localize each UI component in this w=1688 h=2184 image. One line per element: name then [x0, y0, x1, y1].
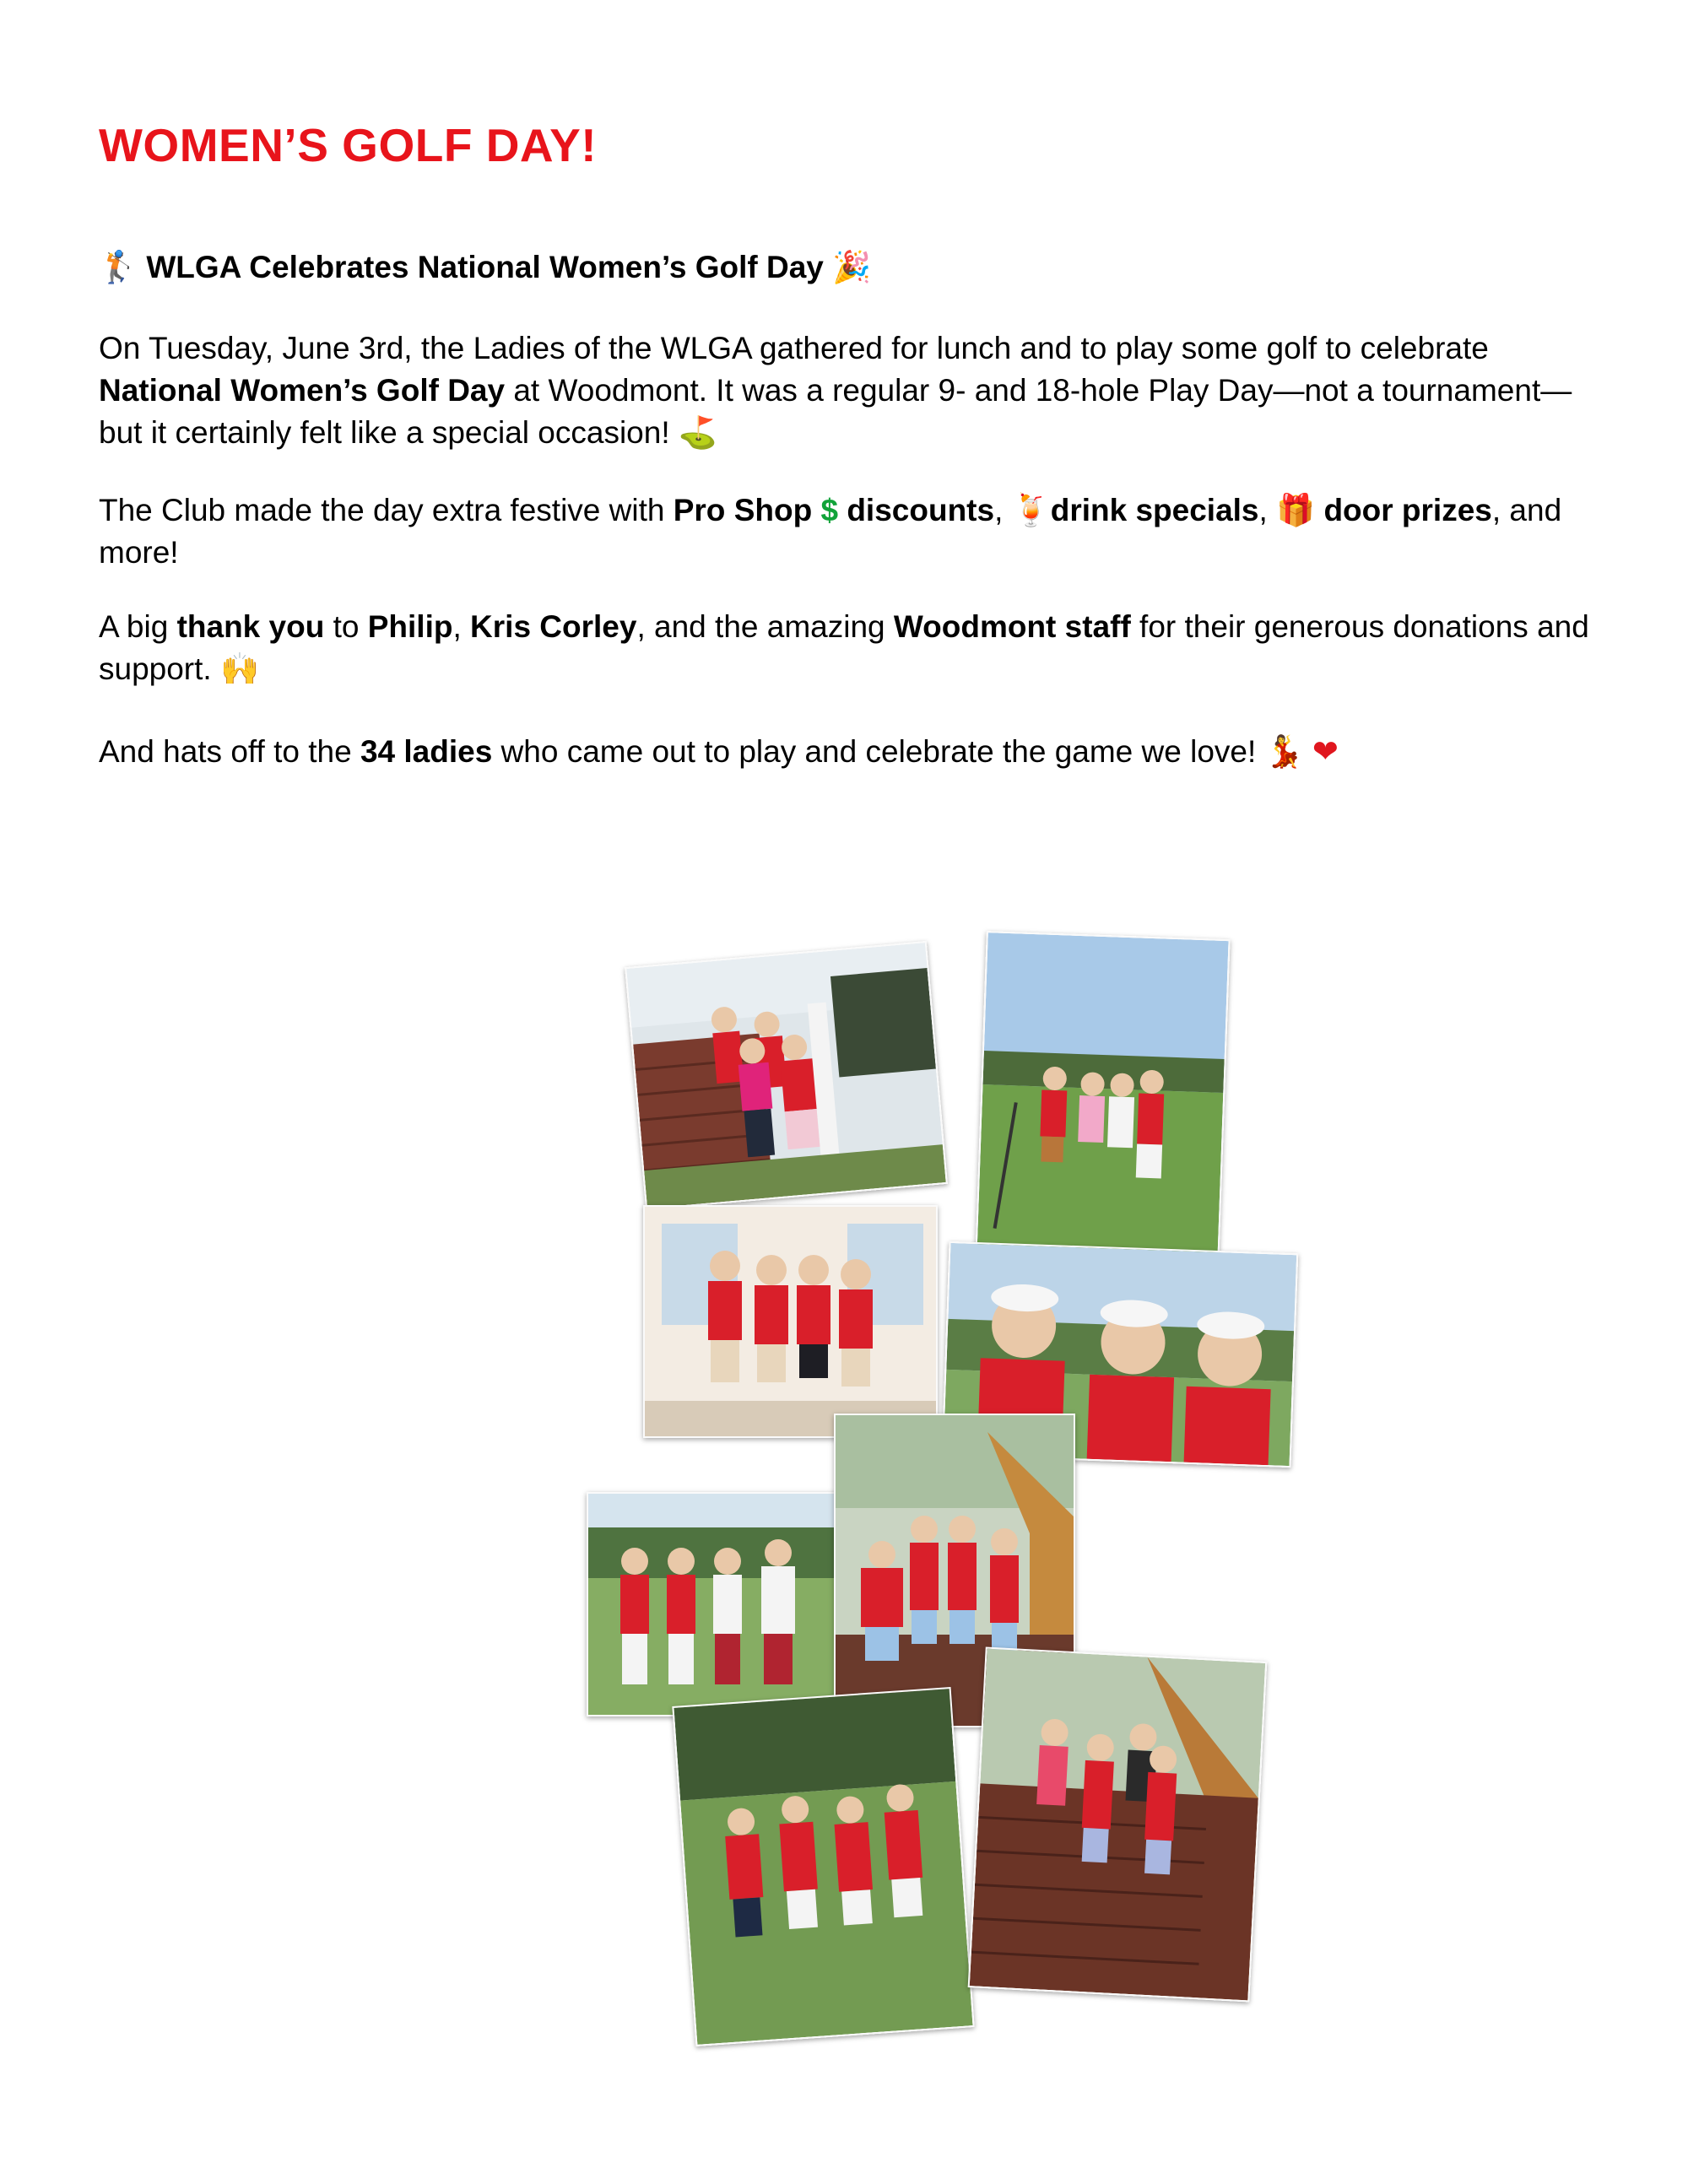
text-run: , and more!	[99, 493, 1562, 570]
text-run: ,	[994, 493, 1012, 527]
bold-run: door prizes	[1323, 493, 1492, 527]
bold-run: discounts	[847, 493, 995, 527]
golfer-icon: 🏌	[99, 249, 138, 285]
bold-run: National Women’s Golf Day	[99, 373, 506, 408]
flag-in-hole-icon: ⛳	[678, 414, 717, 451]
dancer-icon: 💃	[1264, 733, 1304, 770]
text-run: for their generous donations and support.	[99, 609, 1589, 686]
photo-stairs-group	[625, 941, 948, 1210]
photo-red-and-white	[587, 1492, 843, 1716]
bold-run: drink specials	[1050, 493, 1259, 527]
text-run: ,	[1258, 493, 1277, 527]
text-run: ,	[452, 609, 471, 644]
text-run: The Club made the day extra festive with	[99, 493, 674, 527]
photo-green-foursome	[672, 1687, 974, 2046]
bold-run: Pro Shop	[673, 493, 813, 527]
bold-run: 34 ladies	[360, 734, 493, 769]
money-icon: $	[820, 493, 839, 527]
paragraph-thanks	[99, 606, 1601, 690]
page-title: WOMEN’S GOLF DAY!	[99, 119, 598, 171]
photo-window-group	[643, 1205, 938, 1438]
raising-hands-icon: 🙌	[219, 651, 260, 687]
bold-run: thank you	[176, 609, 325, 644]
bold-run: Woodmont staff	[893, 609, 1131, 644]
text-run: And hats off to the	[99, 734, 360, 769]
text-run: A big	[99, 609, 177, 644]
text-run: , and the amazing	[636, 609, 894, 644]
text-run: who came out to play and celebrate the game we love!	[492, 734, 1265, 769]
bold-run: Philip	[367, 609, 453, 644]
text-run: to	[324, 609, 368, 644]
article-heading	[99, 249, 871, 286]
paragraph-closing	[99, 731, 1601, 773]
party-popper-icon: 🎉	[832, 249, 872, 285]
text-run: On Tuesday, June 3rd, the Ladies of the WLGA gathered for lunch and to play some golf to celebrate	[99, 331, 1489, 365]
bold-run: Kris Corley	[470, 609, 637, 644]
drink-icon: 🍹	[1011, 492, 1051, 528]
paragraph-festive	[99, 489, 1601, 574]
photo-course-foursome	[975, 931, 1230, 1266]
text-run: at Woodmont. It was a regular 9- and 18-hole Play Day—not a tournament—but it certainly felt like a special occasion!	[99, 373, 1572, 450]
photo-brick-railing	[968, 1647, 1268, 2003]
gift-icon: 🎁	[1276, 492, 1316, 528]
heart-icon: ❤	[1312, 733, 1339, 770]
heading-text: WLGA Celebrates National Women’s Golf Day	[146, 250, 824, 284]
paragraph-intro	[99, 327, 1601, 454]
